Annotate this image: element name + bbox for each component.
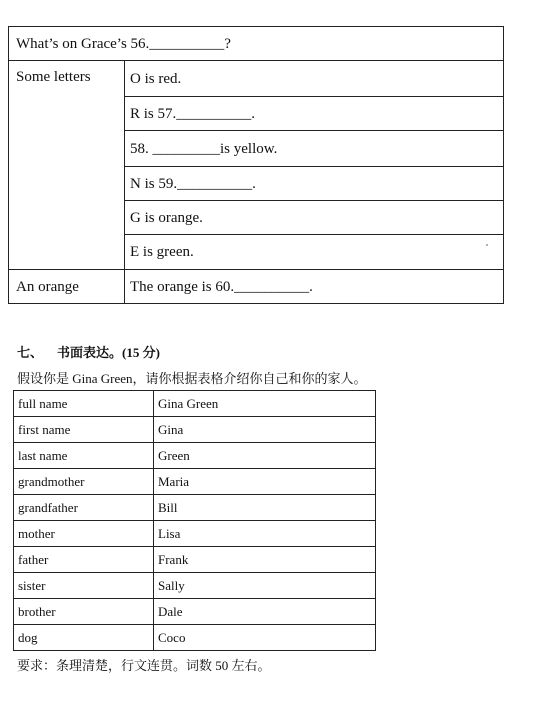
field-label: father bbox=[14, 547, 154, 573]
field-value: Gina Green bbox=[154, 391, 376, 417]
instruction-text: 假设你是 Gina Green，请你根据表格介绍你自己和你的家人。 bbox=[17, 371, 367, 386]
letter-row: R is 57.__________. bbox=[125, 97, 504, 131]
letter-row: O is red. bbox=[125, 61, 504, 97]
orange-row: The orange is 60.__________. bbox=[130, 279, 313, 295]
section-title: 书面表达。(15 分) bbox=[57, 345, 160, 360]
table-row bbox=[14, 599, 376, 625]
letter-row: E is green. bbox=[125, 235, 504, 270]
field-label: brother bbox=[14, 599, 154, 625]
table-row bbox=[14, 573, 376, 599]
field-value: Lisa bbox=[154, 521, 376, 547]
info-table bbox=[13, 390, 376, 651]
field-value: Coco bbox=[154, 625, 376, 651]
table-row bbox=[14, 443, 376, 469]
field-label: first name bbox=[14, 417, 154, 443]
section-heading bbox=[17, 342, 160, 361]
field-label: full name bbox=[14, 391, 154, 417]
field-value: Frank bbox=[154, 547, 376, 573]
field-value: Gina bbox=[154, 417, 376, 443]
reading-table bbox=[8, 26, 504, 304]
field-value: Sally bbox=[154, 573, 376, 599]
letter-row: G is orange. bbox=[125, 201, 504, 235]
field-label: last name bbox=[14, 443, 154, 469]
letter-row: 58. _________is yellow. bbox=[125, 131, 504, 167]
row-label-some-letters: Some letters bbox=[9, 61, 125, 270]
field-value: Dale bbox=[154, 599, 376, 625]
requirement-text: 要求：条理清楚，行文连贯。词数 50 左右。 bbox=[17, 658, 271, 673]
section-number: 七、 bbox=[17, 345, 44, 360]
table-row bbox=[14, 521, 376, 547]
table-row bbox=[14, 547, 376, 573]
field-label: grandmother bbox=[14, 469, 154, 495]
table-row bbox=[14, 469, 376, 495]
scan-speck bbox=[486, 244, 488, 246]
letter-row: N is 59.__________. bbox=[125, 167, 504, 201]
field-label: mother bbox=[14, 521, 154, 547]
field-value: Maria bbox=[154, 469, 376, 495]
table-row bbox=[14, 417, 376, 443]
table-row bbox=[14, 495, 376, 521]
table-row bbox=[14, 625, 376, 651]
table-header: What’s on Grace’s 56.__________? bbox=[9, 27, 503, 61]
row-label-an-orange: An orange bbox=[9, 270, 125, 304]
field-label: sister bbox=[14, 573, 154, 599]
field-label: grandfather bbox=[14, 495, 154, 521]
field-value: Bill bbox=[154, 495, 376, 521]
field-label: dog bbox=[14, 625, 154, 651]
field-value: Green bbox=[154, 443, 376, 469]
table-row bbox=[14, 391, 376, 417]
